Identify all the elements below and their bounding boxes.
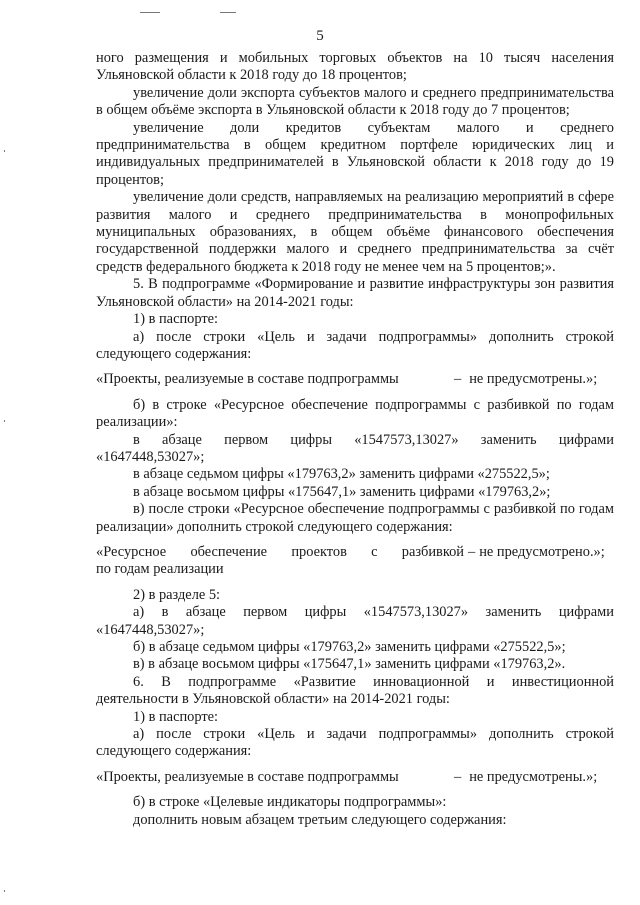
paragraph: б) в строке «Ресурсное обеспечение подпрограммы с разбивкой по годам реализации»: [96, 396, 614, 431]
table-cell-dash: – [454, 768, 462, 785]
paragraph: 1) в паспорте: [133, 708, 219, 725]
table-cell-dash: – [454, 371, 462, 388]
scan-artifact [220, 12, 236, 13]
table-row-projects [96, 371, 614, 388]
paragraph: 1) в паспорте: [133, 311, 219, 328]
table-cell-left: «Проекты, реализуемые в составе подпрограммы [96, 371, 399, 388]
scan-artifact [140, 12, 160, 13]
paragraph: «1647448,53027»; [96, 621, 205, 638]
table-cell-right: не предусмотрены.»; [469, 371, 598, 388]
paragraph: дополнить новым абзацем третьим следующего содержания: [133, 811, 507, 828]
paragraph: а) после строки «Цель и задачи подпрограммы» дополнить строкой следующего содержания: [96, 328, 614, 362]
paragraph: б) в абзаце седьмом цифры «179763,2» заменить цифрами «275522,5»; [133, 639, 566, 655]
paragraph: 5. В подпрограмме «Формирование и развитие инфраструктуры зон развития Ульяновской области» на 2014-2021 годы: [96, 276, 614, 310]
paragraph: ного размещения и мобильных торговых объектов на 10 тысяч населения Ульяновской области к 2018 году до 18 процентов; [96, 50, 614, 84]
table-cell-left-line2: по годам реализации [96, 561, 224, 578]
paragraph: 2) в разделе 5: [133, 586, 221, 603]
paragraph: в) после строки «Ресурсное обеспечение подпрограммы с разбивкой по годам реализации» дополнить строкой следующего содержания: [96, 501, 614, 535]
table-cell-right: не предусмотрено.»; [479, 543, 605, 560]
table-row-resource [96, 544, 614, 561]
scan-artifact [4, 890, 5, 892]
table-cell-left: «Ресурсное обеспечение проектов с разбивкой [96, 543, 464, 560]
table-cell-dash: – [468, 543, 476, 560]
paragraph: увеличение доли экспорта субъектов малого и среднего предпринимательства в общем объёме экспорта в Ульяновской области к 2018 году до 7 процентов; [96, 84, 614, 119]
document-body [96, 50, 614, 829]
table-cell-left: «Проекты, реализуемые в составе подпрограммы [96, 768, 399, 785]
paragraph: а) после строки «Цель и задачи подпрограммы» дополнить строкой следующего содержания: [96, 726, 614, 760]
scan-artifact [4, 150, 5, 152]
justified-line: в абзаце первом цифры «1547573,13027» заменить цифрами [133, 431, 614, 448]
table-cell-right: не предусмотрены.»; [469, 768, 598, 785]
paragraph: в абзаце восьмом цифры «175647,1» заменить цифрами «179763,2»; [133, 483, 551, 500]
paragraph: в абзаце седьмом цифры «179763,2» заменить цифрами «275522,5»; [133, 466, 550, 483]
paragraph: увеличение доли кредитов субъектам малого и среднего предпринимательства в общем кредитном портфеле юридических лиц и индивидуальных предпринимателей в Ульяновской области к 2018 году до 19 процентов; [96, 119, 614, 188]
table-row-projects [96, 769, 614, 786]
paragraph: б) в строке «Целевые индикаторы подпрограммы»: [133, 794, 447, 811]
scan-artifact [4, 420, 5, 422]
paragraph: «1647448,53027»; [96, 448, 205, 465]
page-number: 5 [316, 28, 324, 44]
paragraph: в) в абзаце восьмом цифры «175647,1» заменить цифрами «179763,2». [133, 656, 566, 673]
paragraph: 6. В подпрограмме «Развитие инновационной и инвестиционной деятельности в Ульяновской области» на 2014-2021 годы: [96, 673, 614, 708]
paragraph: увеличение доли средств, направляемых на реализацию мероприятий в сфере развития малого и среднего предпринимательства в монопрофильных муниципальных образованиях, в общем объёме финансового обеспечения государственной поддержки малого и среднего предпринимательства за счёт средств федерального бюджета к 2018 году не менее чем на 5 процентов;». [96, 189, 614, 275]
justified-line: а) в абзаце первом цифры «1547573,13027» заменить цифрами [133, 604, 614, 621]
